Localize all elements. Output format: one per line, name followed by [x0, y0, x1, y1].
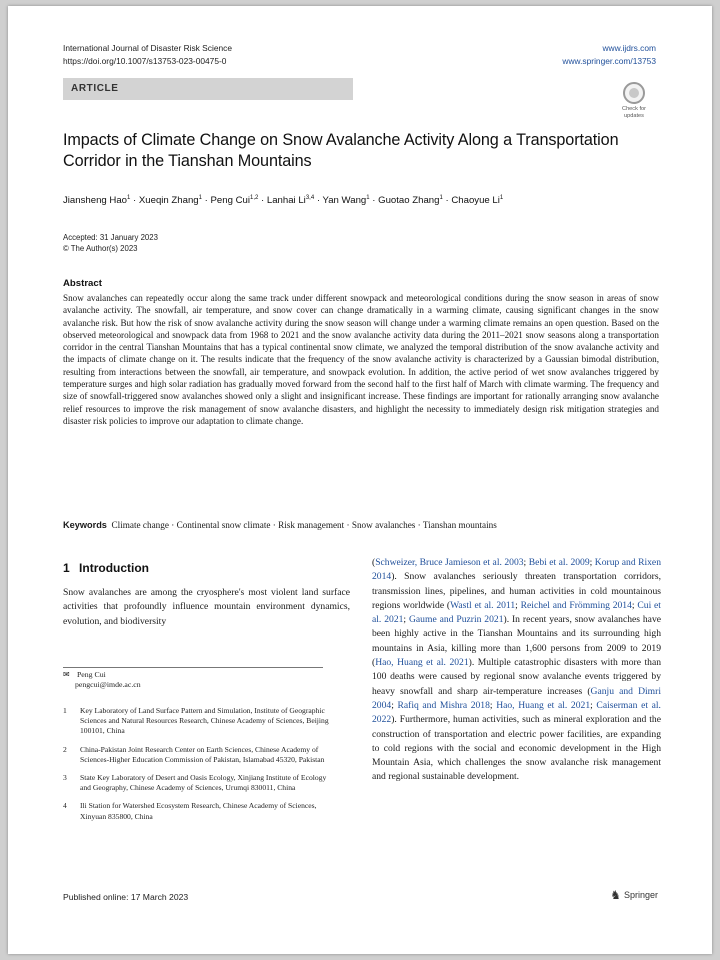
correspondence-block	[63, 670, 323, 691]
author-separator: ·	[442, 195, 452, 207]
doi-link[interactable]: https://doi.org/10.1007/s13753-023-00475-0	[63, 56, 227, 66]
citation-link[interactable]: Hao, Huang et al. 2021	[375, 657, 469, 669]
corresponding-author-email[interactable]: pengcui@imde.ac.cn	[75, 680, 141, 690]
section-heading	[63, 561, 149, 575]
citation-link[interactable]: Gaume and Puzrin 2021	[409, 614, 504, 626]
author-affiliation-mark: 1	[499, 195, 504, 201]
intro-right-column	[372, 556, 661, 785]
citation-link[interactable]: Bebi et al. 2009	[528, 557, 590, 568]
affiliation-item	[63, 773, 333, 793]
badge-line-2: updates	[624, 112, 644, 119]
citation-link[interactable]: Hao, Huang et al. 2021	[496, 699, 591, 711]
author-list	[63, 195, 663, 206]
author-affiliation-mark: 3,4	[305, 195, 315, 201]
keywords	[63, 520, 663, 530]
journal-name: International Journal of Disaster Risk Science	[63, 43, 232, 53]
intro-text: ;	[403, 614, 409, 626]
author-name[interactable]: Xueqin Zhang	[138, 195, 199, 207]
citation-link[interactable]: Korup and Rixen 2014	[372, 557, 661, 583]
author-name[interactable]: Chaoyue Li	[451, 195, 500, 207]
citation-link[interactable]: Ganju and Dimri 2004	[372, 685, 661, 711]
keywords-label: Keywords	[63, 520, 107, 530]
intro-text: ;	[631, 599, 638, 611]
intro-text: ;	[590, 699, 597, 711]
citation-link[interactable]: Wastl et al. 2011	[450, 599, 516, 611]
journal-header	[63, 42, 232, 68]
affiliation-number: 1	[63, 706, 67, 715]
section-number: 1	[63, 561, 70, 575]
publisher-name: Springer	[623, 890, 658, 900]
journal-page	[8, 6, 712, 954]
springer-horse-icon: ♞	[610, 888, 621, 902]
check-for-updates-icon	[623, 82, 645, 104]
intro-text: ). In recent years, snow avalanches have been highly active in the Tianshan Mountains and its surrounding high mountains in Asia, killing more than 1,600 persons from 2009 to 2019 (	[372, 614, 661, 669]
author-affiliation-mark: 1	[439, 195, 443, 201]
author-separator: ·	[130, 195, 139, 207]
author-name[interactable]: Jiansheng Hao	[63, 195, 128, 207]
affiliations-list	[63, 706, 333, 830]
author-name[interactable]: Yan Wang	[322, 195, 367, 207]
abstract-text: Snow avalanches can repeatedly occur along the same track under different snowpack and meteorological conditions during the snow season in areas of snow avalanche activity. The snowfall, air temperature, and snow cover can change dramatically in a warming climate, causing significant changes in the snow avalanche risk. But how the risk of snow avalanche activity during the snow season will change under a warming climate remains an open question. Based on the observed meteorological and snowpack data from 1968 to 2021 and the snow avalanche activity data during the 2011–2021 snow seasons along a transportation corridor in the central Tianshan Mountains that has a typical continental snow climate, we analyzed the temporal distribution of the snow avalanche activity and the impacts of climate change on it. The results indicate that the frequency of the snow avalanche activity is characterized by a Gaussian bimodal distribution, resulting from interactions between the snowfall, air temperature, and snowpack evolution. In addition, the active period of wet snow avalanches triggered by temperature surges and high solar radiation has gradually moved forward from the second half to the first half of March with climate warming. The frequency and size of snowfall-triggered snow avalanches showed only a slight and insignificant increase. These findings are important for rationally arranging snow avalanche relief resources to improve the risk management of snow avalanche disasters, and highlight the necessity to immediately design risk mitigation strategies and disaster risk policies to improve our adaptation to climate change.	[63, 293, 659, 426]
accepted-date: Accepted: 31 January 2023	[63, 233, 158, 242]
journal-urls	[562, 42, 656, 68]
affiliation-text: State Key Laboratory of Desert and Oasis Ecology, Xinjiang Institute of Ecology and Geography, Chinese Academy of Sciences, Urumqi 830011, China	[80, 773, 327, 793]
citation-link[interactable]: Cui et al. 2021	[372, 599, 661, 626]
author-name[interactable]: Guotao Zhang	[378, 195, 440, 207]
author-separator: ·	[314, 195, 323, 207]
intro-text: ;	[523, 557, 529, 568]
citation-link[interactable]: Schweizer, Bruce Jamieson et al. 2003	[375, 557, 524, 568]
check-for-updates-badge[interactable]	[614, 82, 654, 124]
author-name[interactable]: Lanhai Li	[266, 195, 306, 207]
intro-text: ). Snow avalanches seriously threaten transportation corridors, transmission lines, pipelines, and human activities in cold mountainous regions worldwide (	[372, 571, 661, 611]
affiliation-number: 2	[63, 744, 67, 754]
publisher-logo	[610, 888, 658, 902]
affiliation-item	[63, 706, 333, 737]
intro-text: ). Furthermore, human activities, such as mineral exploration and the construction of transportation and electric power facilities, are expanding to cold regions with the social and economic development in the High Mountain Asia, which challenges the snow avalanche risk management and regional sustainable development.	[372, 714, 661, 783]
affiliation-text: China-Pakistan Joint Research Center on Earth Sciences, Chinese Academy of Sciences-Higher Education Commission of Pakistan, Islamabad 45320, Pakistan	[80, 744, 325, 764]
intro-text: ;	[391, 699, 398, 711]
envelope-icon: ✉	[63, 670, 70, 679]
affiliation-text: Ili Station for Watershed Ecosystem Research, Chinese Academy of Sciences, Xinyuan 835800, China	[80, 801, 317, 821]
keywords-list: Climate change · Continental snow climate · Risk management · Snow avalanches · Tianshan mountains	[111, 520, 497, 530]
intro-text: ;	[589, 557, 595, 568]
intro-left-column: Snow avalanches are among the cryosphere's most violent land surface activities that profoundly influence mountain environment dynamics, evolution, and biodiversity	[63, 587, 350, 627]
intro-text: ). Multiple catastrophic disasters with more than 100 deaths were caused by regional snow avalanche events triggered by heavy snowfall and sharp air-temperature increases (	[372, 657, 661, 697]
copyright-notice: © The Author(s) 2023	[63, 244, 138, 253]
section-title: Introduction	[79, 561, 150, 575]
article-type-bar: ARTICLE	[63, 78, 353, 100]
affiliation-item	[63, 745, 333, 765]
author-affiliation-mark: 1	[366, 195, 370, 201]
author-affiliation-mark: 1	[127, 195, 131, 201]
author-separator: ·	[201, 195, 211, 207]
author-separator: ·	[369, 195, 379, 207]
article-dates	[63, 232, 158, 254]
author-name[interactable]: Peng Cui	[210, 195, 250, 207]
article-title: Impacts of Climate Change on Snow Avalanche Activity Along a Transportation Corridor in the Tianshan Mountains	[63, 131, 619, 170]
intro-text: (	[372, 557, 376, 568]
footnote-divider	[63, 667, 323, 668]
journal-website-link[interactable]: www.ijdrs.com	[602, 43, 656, 53]
springer-website-link[interactable]: www.springer.com/13753	[562, 56, 656, 66]
intro-text: ;	[489, 699, 497, 711]
citation-link[interactable]: Rafiq and Mishra 2018	[397, 699, 490, 711]
author-affiliation-mark: 1,2	[249, 195, 259, 201]
abstract-heading: Abstract	[63, 278, 102, 289]
affiliation-text: Key Laboratory of Land Surface Pattern and Simulation, Institute of Geographic Sciences and Natural Resources Research, Chinese Academy of Sciences, Beijing 100101, China	[80, 706, 329, 736]
affiliation-number: 3	[63, 773, 67, 783]
citation-link[interactable]: Reichel and Frömming 2014	[520, 599, 632, 611]
corresponding-author-name: Peng Cui	[76, 670, 106, 679]
published-online: Published online: 17 March 2023	[63, 892, 189, 902]
citation-link[interactable]: Caiserman et al. 2022	[372, 699, 661, 726]
affiliation-number: 4	[63, 801, 67, 811]
intro-text: ;	[515, 599, 521, 611]
author-separator: ·	[258, 195, 267, 207]
affiliation-item	[63, 801, 333, 821]
badge-line-1: Check for	[622, 106, 646, 112]
author-affiliation-mark: 1	[198, 195, 202, 201]
